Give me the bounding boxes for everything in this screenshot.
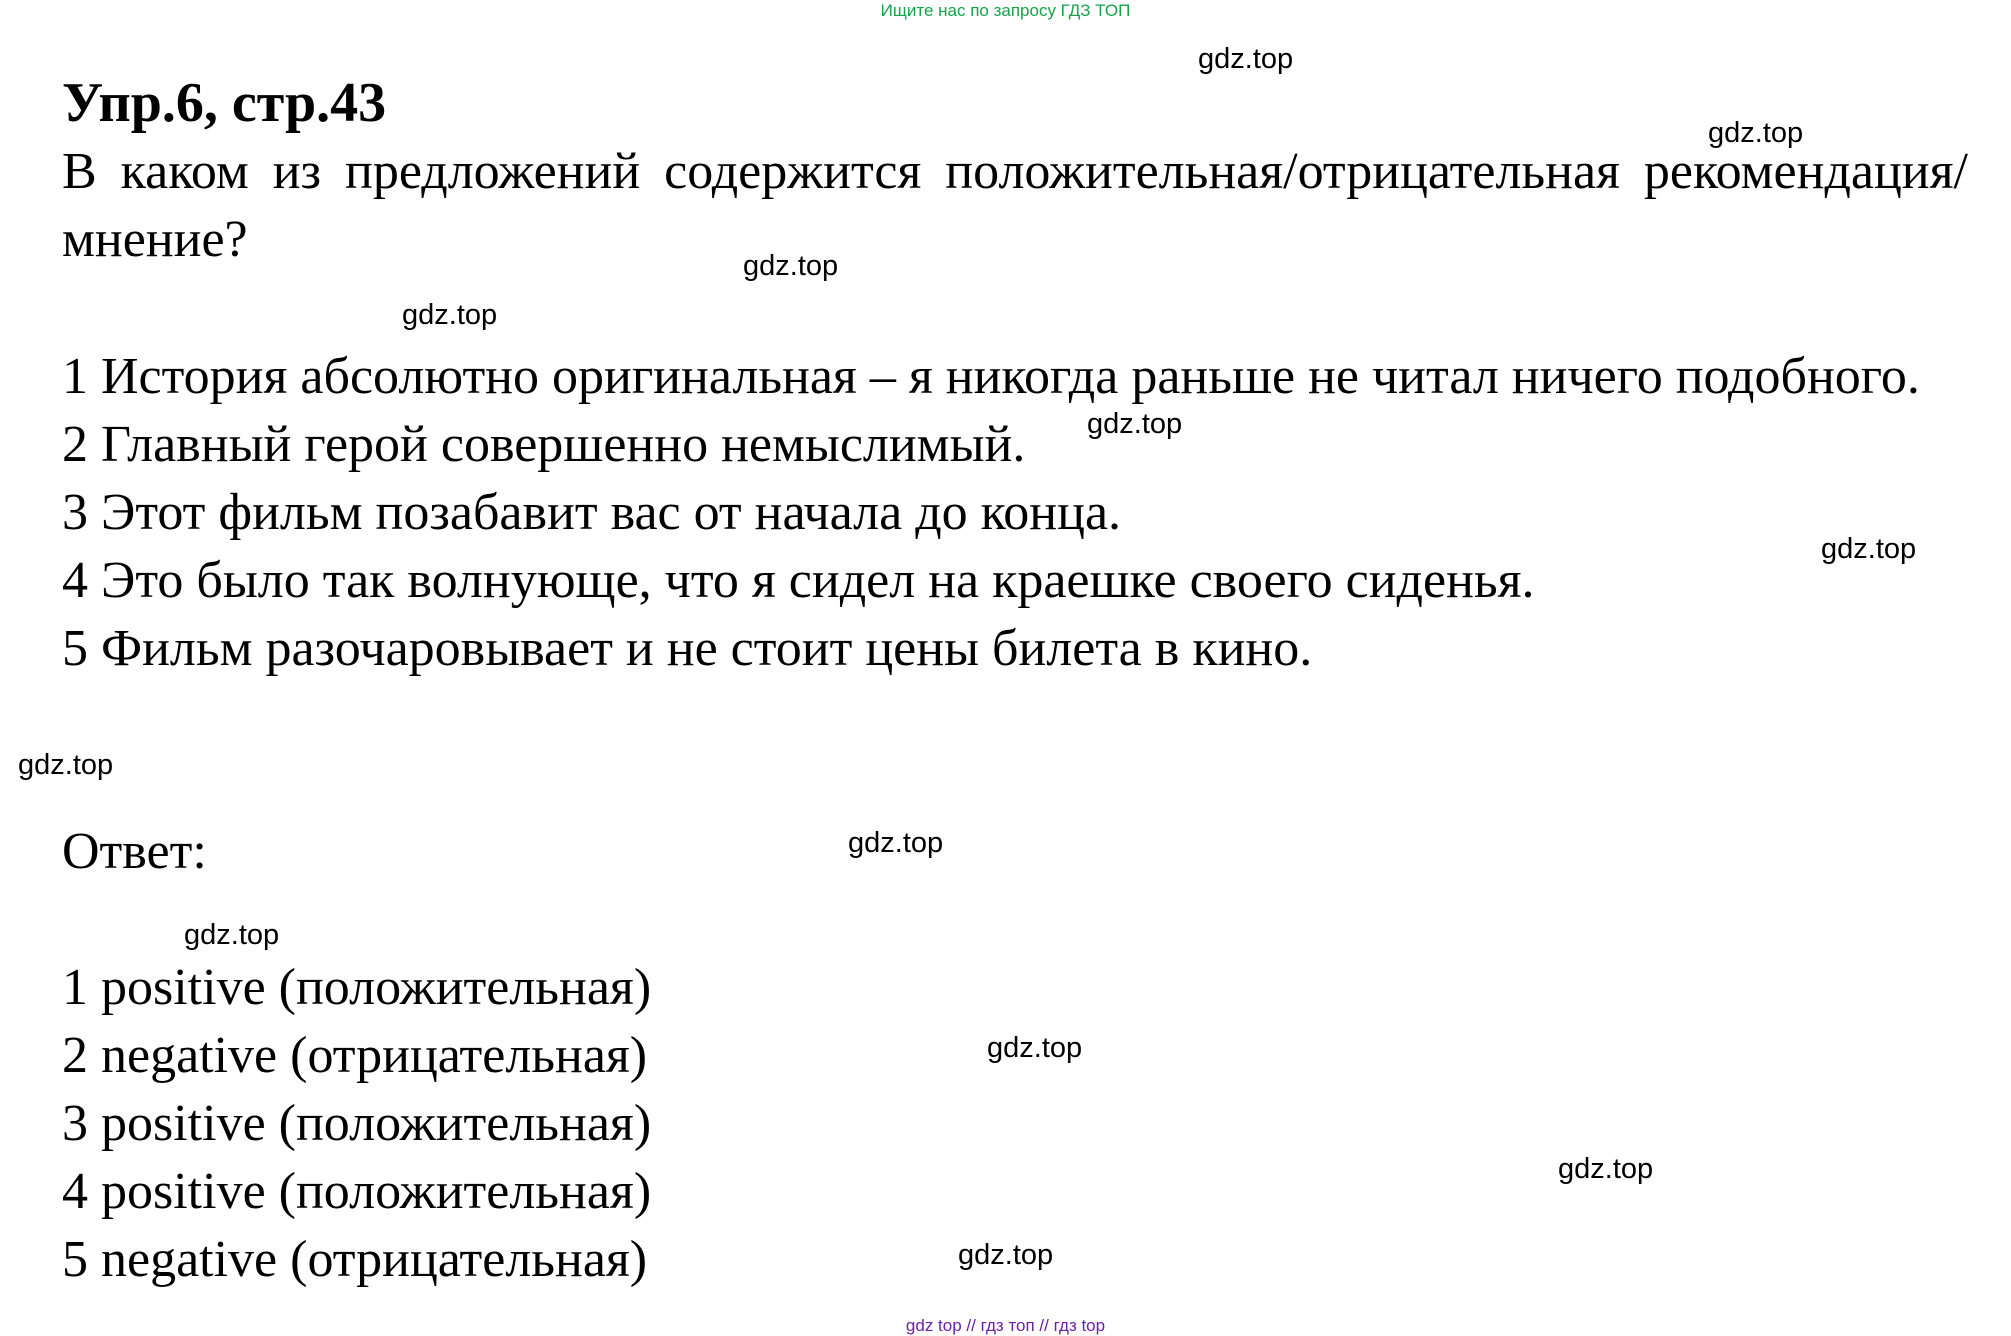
watermark: gdz.top — [1558, 1153, 1654, 1185]
statement-item: 3 Этот фильм позабавит вас от начала до конца. — [62, 484, 1122, 541]
answer-item: 2 negative (отрицательная) — [62, 1027, 648, 1084]
watermark: gdz.top — [848, 827, 944, 859]
watermark: gdz.top — [1708, 117, 1804, 149]
watermark: gdz.top — [1821, 533, 1917, 565]
answer-label: Ответ: — [62, 823, 207, 880]
exercise-heading: Упр.6, стр.43 — [62, 72, 387, 134]
watermark: gdz.top — [1198, 43, 1294, 75]
answer-item: 5 negative (отрицательная) — [62, 1231, 648, 1288]
watermark: gdz.top — [743, 250, 839, 282]
answer-item: 3 positive (положительная) — [62, 1095, 652, 1152]
statement-item: 1 История абсолютно оригинальная – я никогда раньше не читал ничего подобного. — [62, 348, 1920, 405]
top-banner: Ищите нас по запросу ГДЗ ТОП — [880, 1, 1131, 20]
answer-item: 1 positive (положительная) — [62, 959, 652, 1016]
watermark: gdz.top — [18, 749, 114, 781]
footer-text: gdz top // гдз топ // гдз top — [905, 1316, 1106, 1335]
watermark: gdz.top — [402, 299, 498, 331]
watermark: gdz.top — [1087, 408, 1183, 440]
watermark: gdz.top — [1060, 1304, 1064, 1305]
watermark: gdz.top — [958, 1239, 1054, 1271]
question-text: В каком из предложений содержится положительная/отрицательная рекомендация/мнение? — [62, 143, 1968, 268]
statements-list — [62, 343, 1968, 683]
statement-item: 4 Это было так волнующе, что я сидел на краешке своего сиденья. — [62, 552, 1535, 609]
statement-item: 2 Главный герой совершенно немыслимый. — [62, 416, 1026, 473]
statement-item: 5 Фильм разочаровывает и не стоит цены билета в кино. — [62, 620, 1313, 677]
watermark: gdz.top — [184, 919, 280, 951]
watermark: gdz.top — [987, 1032, 1083, 1064]
answer-item: 4 positive (положительная) — [62, 1163, 652, 1220]
